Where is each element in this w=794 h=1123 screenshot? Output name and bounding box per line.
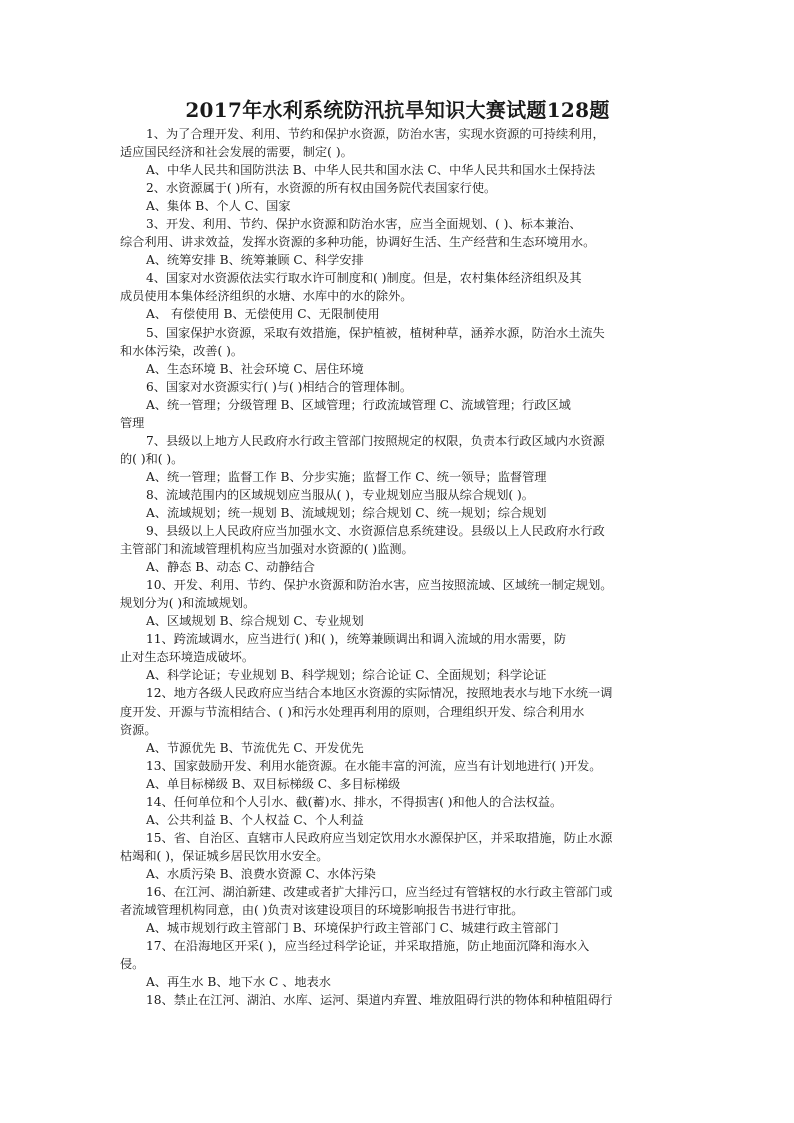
text-line: 度开发、开源与节流相结合、( )和污水处理再利用的原则，合理组织开发、综合利用水	[120, 704, 585, 719]
text-line: A、生态环境 B、社会环境 C、居住环境	[146, 361, 364, 376]
text-line: 6、国家对水资源实行( )与( )相结合的管理体制。	[146, 379, 413, 394]
text-line: 16、在江河、湖泊新建、改建或者扩大排污口，应当经过有管辖权的水行政主管部门或	[146, 884, 613, 899]
document-body	[120, 125, 675, 1009]
text-line: A、水质污染 B、浪费水资源 C、水体污染	[146, 866, 376, 881]
text-line: A、中华人民共和国防洪法 B、中华人民共和国水法 C、中华人民共和国水土保持法	[146, 163, 596, 178]
text-line: A、公共利益 B、个人权益 C、个人利益	[146, 812, 364, 827]
document-title: 2017年水利系统防汛抗旱知识大赛试题128题	[185, 98, 610, 122]
text-line: 4、国家对水资源依法实行取水许可制度和( )制度。但是，农村集体经济组织及其	[146, 271, 582, 286]
text-line: 枯竭和( )，保证城乡居民饮用水安全。	[120, 848, 329, 863]
text-line: 主管部门和流域管理机构应当加强对水资源的( )监测。	[120, 542, 414, 557]
text-line: 3、开发、利用、节约、保护水资源和防治水害，应当全面规划、( )、标本兼治、	[146, 217, 582, 232]
text-line: 适应国民经济和社会发展的需要，制定( )。	[120, 145, 353, 160]
text-line: 18、禁止在江河、湖泊、水库、运河、渠道内弃置、堆放阻碍行洪的物体和种植阻碍行	[146, 993, 613, 1008]
text-line: A、科学论证；专业规划 B、科学规划；综合论证 C、全面规划；科学论证	[146, 668, 547, 683]
document-page	[120, 96, 675, 1009]
text-line: 综合利用、讲求效益，发挥水资源的多种功能，协调好生活、生产经营和生态环境用水。	[120, 235, 596, 250]
text-line: A、城市规划行政主管部门 B、环境保护行政主管部门 C、城建行政主管部门	[146, 921, 559, 936]
text-line: 资源。	[120, 722, 157, 737]
text-line: A、流域规划；统一规划 B、流域规划；综合规划 C、统一规划；综合规划	[146, 505, 547, 520]
text-line: 15、省、自治区、直辖市人民政府应当划定饮用水水源保护区，并采取措施，防止水源	[146, 830, 613, 845]
text-line: A、再生水 B、地下水 C 、地表水	[146, 975, 331, 990]
text-line: A、集体 B、个人 C、国家	[146, 199, 291, 214]
text-line: 11、跨流域调水，应当进行( )和( )，统筹兼顾调出和调入流域的用水需要，防	[146, 632, 567, 647]
text-line: A、统一管理；监督工作 B、分步实施；监督工作 C、统一领导；监督管理	[146, 469, 547, 484]
text-line: A、单目标梯级 B、双目标梯级 C、多目标梯级	[146, 776, 401, 791]
text-line: A、 有偿使用 B、无偿使用 C、无限制使用	[146, 307, 380, 322]
text-line: 1、为了合理开发、利用、节约和保护水资源，防治水害，实现水资源的可持续利用，	[146, 127, 605, 141]
text-line: 14、任何单位和个人引水、截(蓄)水、排水，不得损害( )和他人的合法权益。	[146, 794, 563, 809]
text-line: 管理	[120, 415, 145, 430]
text-line: 的( )和( )。	[120, 451, 184, 466]
text-line: 者流域管理机构同意，由( )负责对该建设项目的环境影响报告书进行审批。	[120, 903, 524, 918]
text-line: 成员使用本集体经济组织的水塘、水库中的水的除外。	[120, 289, 413, 304]
text-line: 5、国家保护水资源，采取有效措施，保护植被，植树种草，涵养水源，防治水土流失	[146, 325, 605, 340]
text-line: 12、地方各级人民政府应当结合本地区水资源的实际情况，按照地表水与地下水统一调	[146, 686, 613, 701]
text-line: 2、水资源属于( )所有，水资源的所有权由国务院代表国家行使。	[146, 181, 497, 196]
text-line: A、统一管理；分级管理 B、区域管理；行政流域管理 C、流域管理；行政区域	[146, 397, 571, 412]
text-line: A、区域规划 B、综合规划 C、专业规划	[146, 614, 364, 629]
text-line: A、节源优先 B、节流优先 C、开发优先	[146, 740, 364, 755]
text-line: 10、开发、利用、节约、保护水资源和防治水害，应当按照流域、区域统一制定规划。	[146, 578, 613, 593]
text-line: A、统筹安排 B、统筹兼顾 C、科学安排	[146, 253, 364, 268]
text-line: 和水体污染，改善( )。	[120, 343, 244, 358]
text-line: A、静态 B、动态 C、动静结合	[146, 560, 315, 575]
text-line: 7、县级以上地方人民政府水行政主管部门按照规定的权限，负责本行政区域内水资源	[146, 433, 605, 448]
text-line: 17、在沿海地区开采( )，应当经过科学论证，并采取措施，防止地面沉降和海水入	[146, 939, 590, 954]
text-line: 止对生态环境造成破坏。	[120, 650, 255, 665]
text-line: 8、流域范围内的区域规划应当服从( )，专业规划应当服从综合规划( )。	[146, 487, 534, 502]
text-line: 9、县级以上人民政府应当加强水文、水资源信息系统建设。县级以上人民政府水行政	[146, 524, 605, 539]
text-line: 侵。	[120, 957, 145, 972]
text-line: 13、国家鼓励开发、利用水能资源。在水能丰富的河流，应当有计划地进行( )开发。	[146, 758, 602, 773]
text-line: 规划分为( )和流域规划。	[120, 596, 256, 611]
